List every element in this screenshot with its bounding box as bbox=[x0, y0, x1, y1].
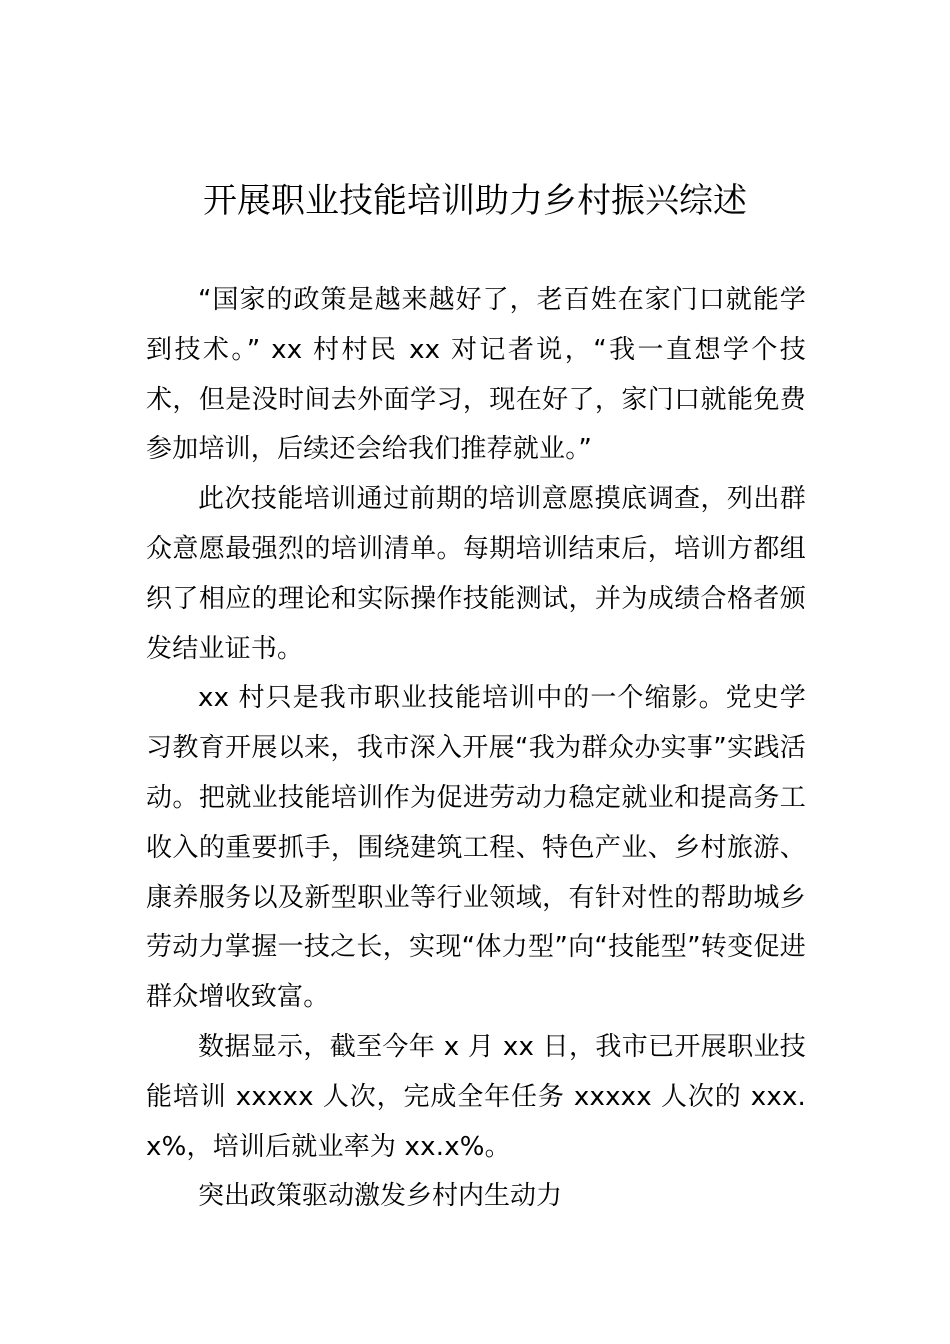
paragraph-city-training: xx 村只是我市职业技能培训中的一个缩影。党史学习教育开展以来，我市深入开展“我为群众办实事”实践活动。把就业技能培训作为促进劳动力稳定就业和提高务工收入的重要抓手，围绕建筑工程、特色产业、乡村旅游、康养服务以及新型职业等行业领域，有针对性的帮助城乡劳动力掌握一技之长，实现“体力型”向“技能型”转变促进群众增收致富。 bbox=[146, 683, 806, 1013]
document-title: 开展职业技能培训助力乡村振兴综述 bbox=[203, 181, 747, 221]
paragraph-training-survey: 此次技能培训通过前期的培训意愿摸底调查，列出群众意愿最强烈的培训清单。每期培训结束后，培训方都组织了相应的理论和实际操作技能测试，并为成绩合格者颁发结业证书。 bbox=[146, 484, 806, 664]
section-subheading: 突出政策驱动激发乡村内生动力 bbox=[198, 1181, 563, 1212]
document-body bbox=[146, 276, 806, 1222]
paragraph-villager-quote: “国家的政策是越来越好了，老百姓在家门口就能学到技术。” xx 村村民 xx 对记者说，“我一直想学个技术，但是没时间去外面学习，现在好了，家门口就能免费参加培训，后续还会给我们推荐就业。” bbox=[146, 285, 806, 465]
paragraph-statistics: 数据显示，截至今年 x 月 xx 日，我市已开展职业技能培训 xxxxx 人次，完成全年任务 xxxxx 人次的 xxx.x%，培训后就业率为 xx.x%。 bbox=[146, 1031, 806, 1162]
